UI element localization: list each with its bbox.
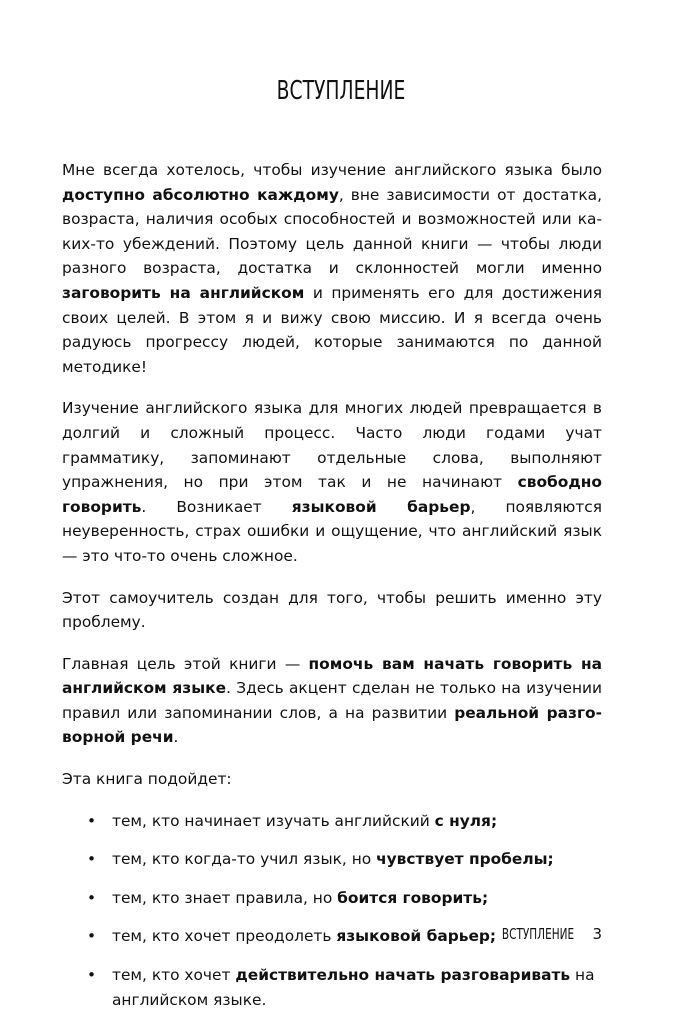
body-text: Этот самоучитель создан для того, чтобы решить именно эту проблему. (62, 588, 602, 632)
body-text: Изучение английского языка для многих людей превращается в долгий и сложный процесс. Часто люди годами учат грамматику, запоминают отдельные слова, выполняют упражнения, но при этом так и не начинают (62, 399, 602, 492)
emphasis-text: языковой барьер; (336, 927, 497, 946)
emphasis-text: боится говорить; (337, 888, 489, 907)
chapter-title: ВСТУПЛЕНИЕ (276, 76, 406, 106)
page-number: 3 (592, 925, 602, 943)
body-text: , появляются неуверенность, страх ошибки и ощущение, что английский язык — это что-то очень сложное. (62, 497, 602, 565)
chapter-body (62, 158, 602, 1026)
body-text: . Здесь акцент сделан не только на изучении правил или запоминании слов, а на развитии (62, 679, 603, 722)
body-text: Главная цель этой книги — (62, 654, 309, 673)
list-intro: Эта книга подойдет: (62, 770, 232, 789)
emphasis-text: свободно говорить (62, 473, 602, 516)
paragraph (62, 396, 602, 568)
bullet-icon: • (87, 927, 97, 946)
list-item (62, 886, 602, 911)
audience-list (62, 809, 602, 1013)
running-header-section: ВСТУПЛЕНИЕ (502, 925, 575, 943)
body-text: на английском языке. (112, 966, 595, 1009)
bullet-icon: • (87, 850, 97, 869)
emphasis-text: заговорить на английском (62, 283, 305, 302)
body-text: . (173, 728, 179, 747)
paragraph (62, 158, 602, 379)
emphasis-text: действительно начать разговаривать (235, 966, 571, 985)
paragraph (62, 586, 602, 635)
page-footer (471, 925, 602, 943)
body-text: тем, кто хочет преодолеть (112, 927, 337, 946)
emphasis-text: помочь вам начать говорить на английском языке (62, 654, 602, 698)
emphasis-text: с нуля; (434, 811, 498, 830)
bullet-icon: • (87, 888, 97, 907)
body-text: , вне зависимости от достатка, возраста, наличия особых способностей и возможностей или каких-то убеждений. Поэтому цель данной книги — чтобы люди разного возраста, достатка и склонностей могли именно (62, 185, 602, 278)
list-item (62, 963, 602, 1012)
bullet-icon: • (87, 811, 97, 830)
body-text: . Возникает (141, 497, 292, 516)
bullet-icon: • (87, 966, 97, 985)
body-text: тем, кто знает правила, но (112, 888, 338, 907)
emphasis-text: чувствует пробелы; (376, 850, 554, 869)
paragraphs (62, 158, 602, 750)
emphasis-text: доступно абсолютно каждому (62, 185, 339, 204)
list-item (62, 809, 602, 834)
body-text: тем, кто начинает изучать английский (112, 811, 435, 830)
emphasis-text: реальной разговорной речи (62, 703, 603, 747)
list-item (62, 847, 602, 872)
body-text: Мне всегда хотелось, чтобы изучение английского языка было (62, 161, 602, 179)
paragraph (62, 652, 602, 750)
body-text: и применять его для достижения своих целей. В этом я и вижу свою миссию. И я всегда очень радуюсь прогрессу людей, которые занимаются по данной методике! (62, 283, 602, 376)
body-text: тем, кто когда-то учил язык, но (112, 850, 377, 869)
emphasis-text: языковой барьер (291, 497, 471, 516)
body-text: тем, кто хочет (112, 966, 236, 985)
